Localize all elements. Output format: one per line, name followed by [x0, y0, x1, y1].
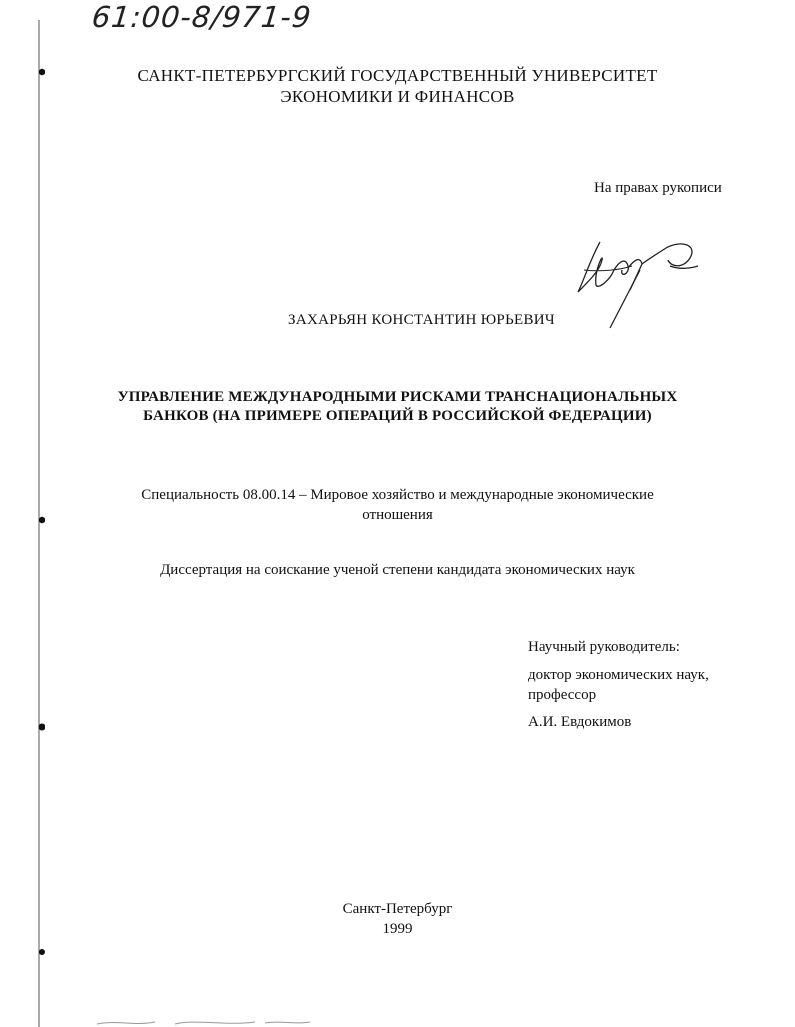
supervisor-degree-line1: доктор экономических наук, — [528, 667, 709, 683]
dissertation-title — [0, 388, 795, 426]
dissertation-statement: Диссертация на соискание ученой степени кандидата экономических наук — [160, 562, 635, 578]
specialty-line2: отношения — [362, 507, 433, 523]
university-name-line1: САНКТ-ПЕТЕРБУРГСКИЙ ГОСУДАРСТВЕННЫЙ УНИВЕРСИТЕТ — [137, 66, 658, 85]
specialty — [0, 485, 795, 525]
university-name-line2: ЭКОНОМИКИ И ФИНАНСОВ — [280, 87, 515, 106]
title-line2: БАНКОВ (НА ПРИМЕРЕ ОПЕРАЦИЙ В РОССИЙСКОЙ ФЕДЕРАЦИИ) — [143, 408, 652, 424]
supervisor-block — [528, 637, 709, 732]
university-header — [0, 65, 795, 107]
place-and-year — [0, 899, 795, 939]
year: 1999 — [382, 921, 413, 937]
handwritten-signature — [570, 230, 710, 335]
author-name: ЗАХАРЬЯН КОНСТАНТИН ЮРЬЕВИЧ — [288, 312, 555, 328]
specialty-line1: Специальность 08.00.14 – Мировое хозяйство и международные экономические — [141, 487, 654, 503]
scan-bottom-artifact — [95, 1016, 315, 1027]
city: Санкт-Петербург — [342, 901, 453, 917]
supervisor-degree-line2: профессор — [528, 687, 597, 703]
supervisor-name: А.И. Евдокимов — [528, 714, 632, 730]
title-line1: УПРАВЛЕНИЕ МЕЖДУНАРОДНЫМИ РИСКАМИ ТРАНСНАЦИОНАЛЬНЫХ — [117, 389, 678, 405]
archive-stamp-number: 61:00-8/971-9 — [90, 0, 314, 34]
supervisor-heading: Научный руководитель: — [528, 639, 680, 655]
manuscript-rights-label: На правах рукописи — [594, 180, 722, 196]
